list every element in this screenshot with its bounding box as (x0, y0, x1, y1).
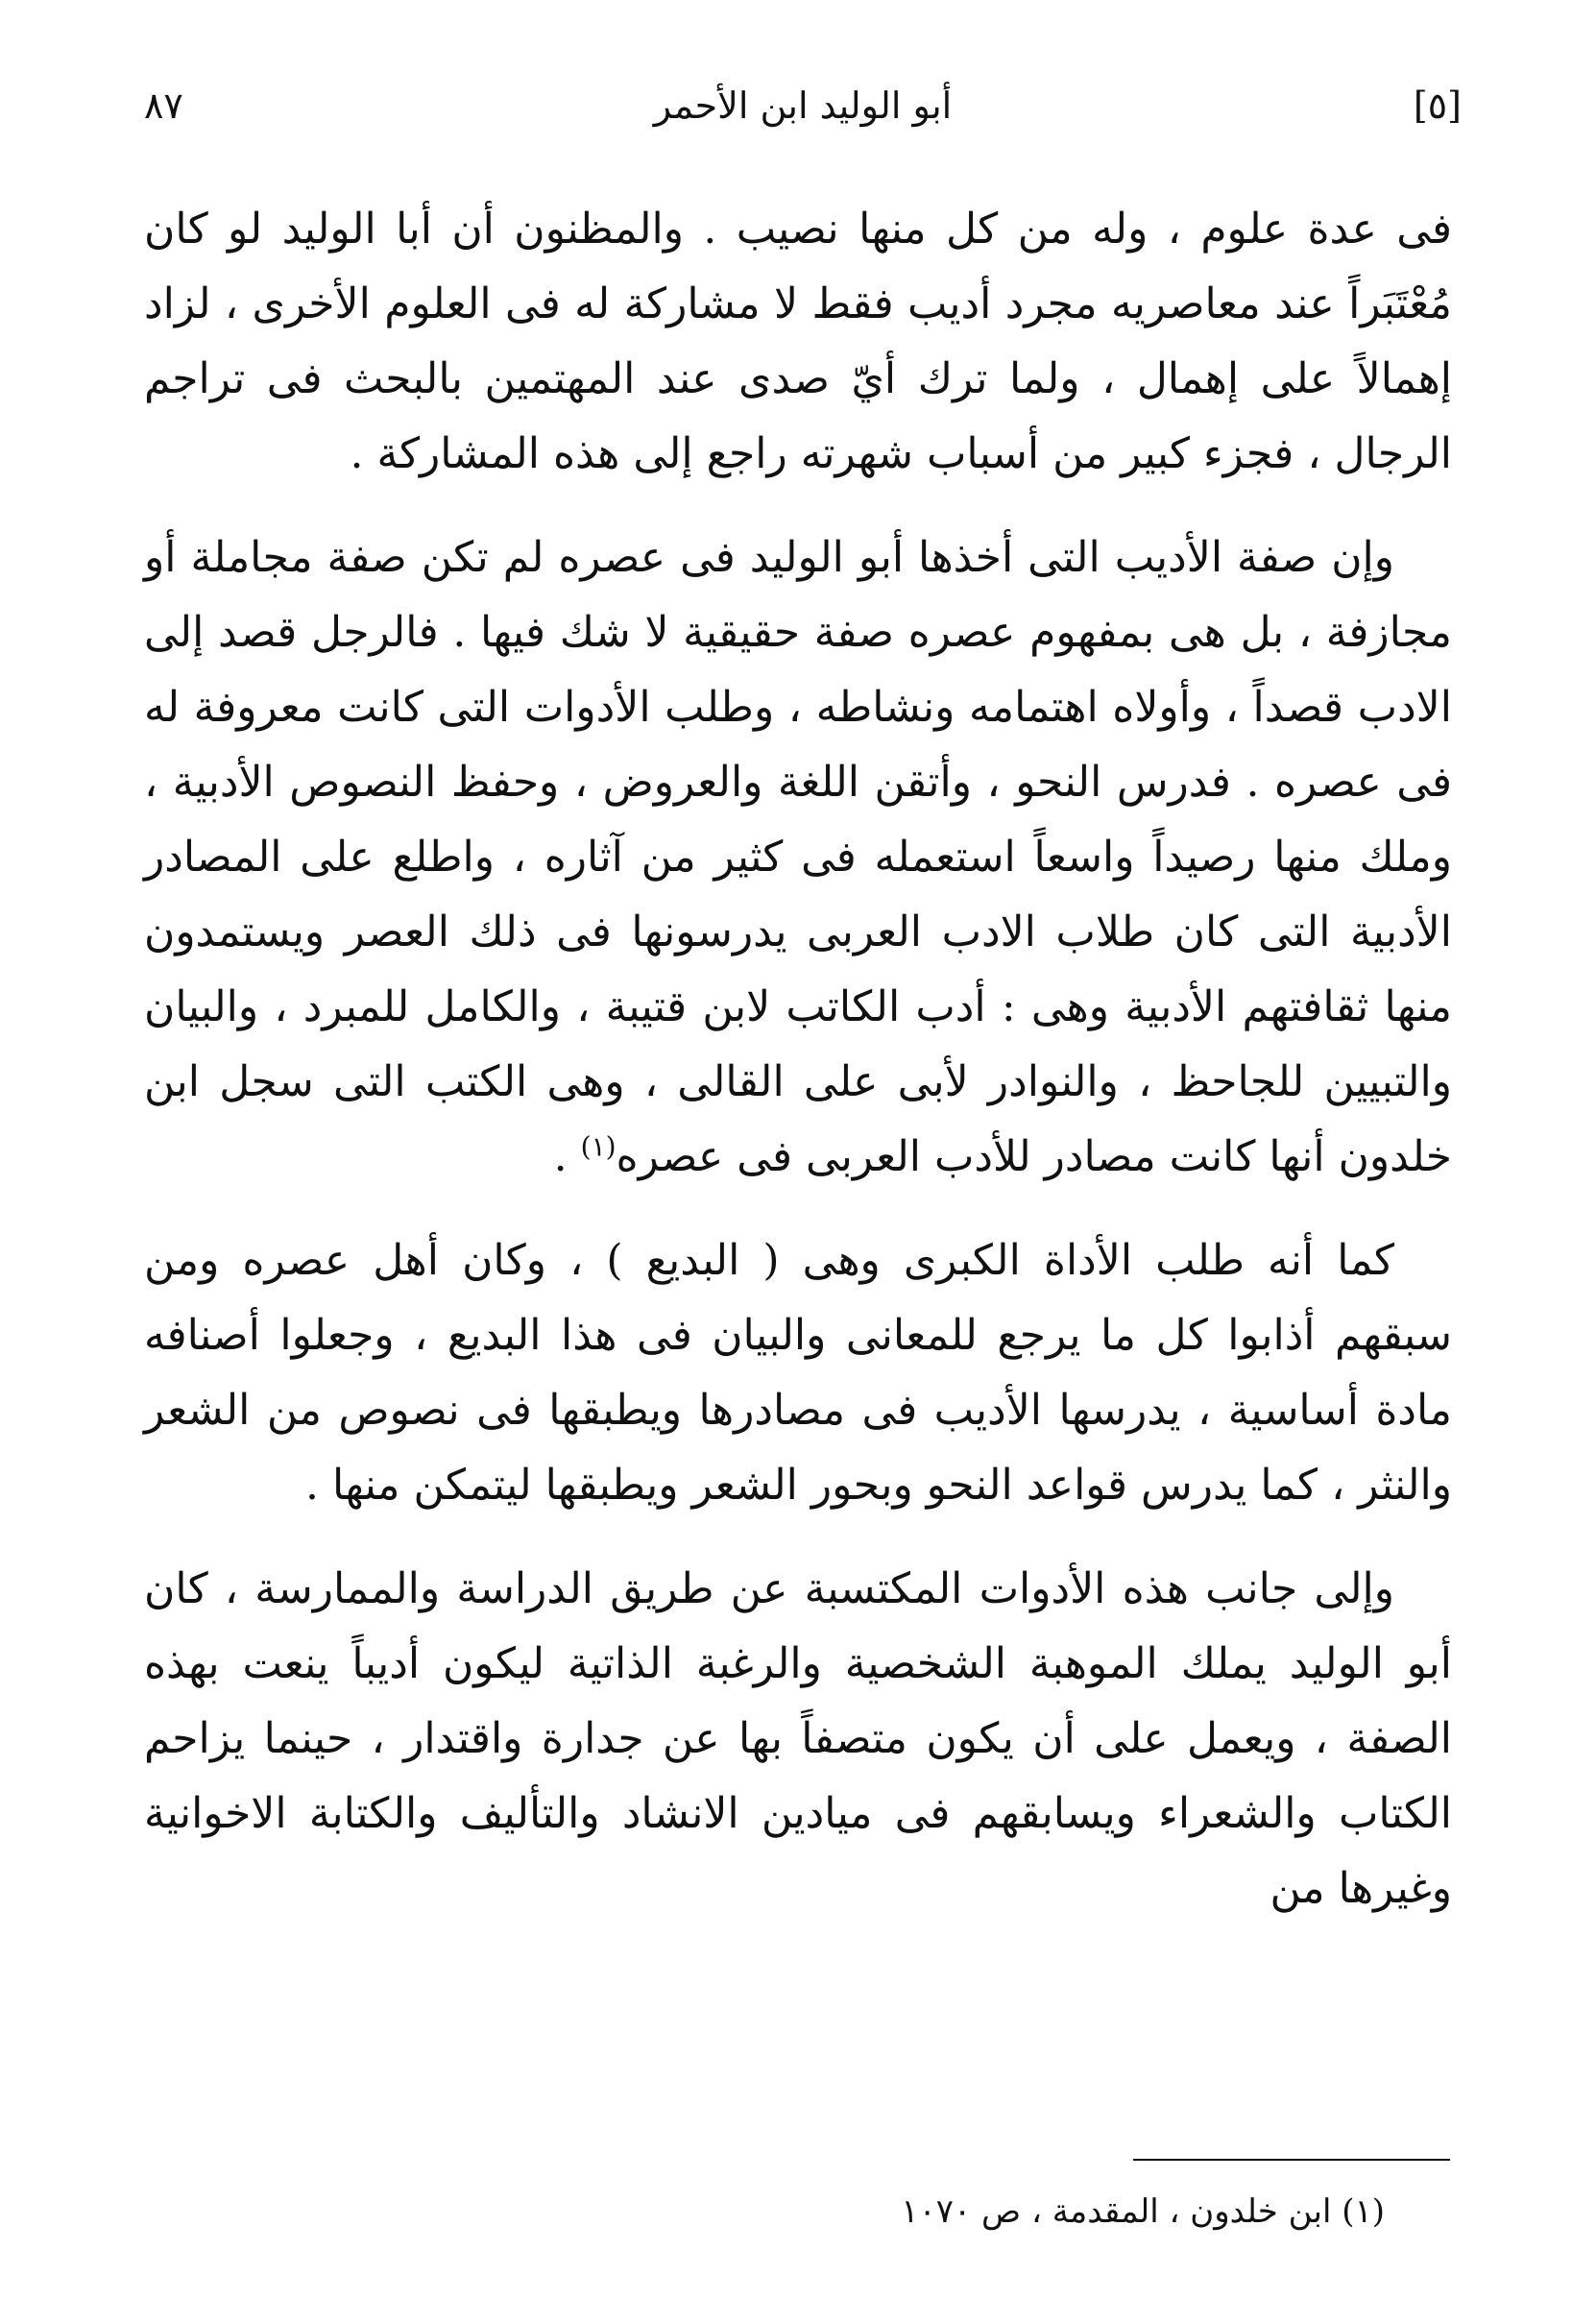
body-text (144, 192, 1452, 1955)
paragraph-2 (144, 520, 1452, 1195)
footnote-divider (1133, 2159, 1450, 2161)
footnote-reference: (١) (580, 1130, 617, 1163)
paragraph-4: وإلى جانب هذه الأدوات المكتسبة عن طريق الدراسة والممارسة ، كان أبو الوليد يملك الموهبة الشخصية والرغبة الذاتية ليكون أديباً ينعت بهذه الصفة ، ويعمل على أن يكون متصفاً بها عن جدارة واقتدار ، حينما يزاحم الكتاب والشعراء ويسابقهم فى ميادين الانشاد والتأليف والكتابة الاخوانية وغيرها من (144, 1564, 1452, 1913)
paragraph-1: فى عدة علوم ، وله من كل منها نصيب . والمظنون أن أبا الوليد لو كان مُعْتَبَراً عند معاصريه مجرد أديب فقط لا مشاركة له فى العلوم الأخرى ، لزاد إهمالاً على إهمال ، ولما ترك أيّ صدى عند المهتمين بالبحث فى تراجم الرجال ، فجزء كبير من أسباب شهرته راجع إلى هذه المشاركة . (144, 205, 1452, 478)
paragraph-2-text: وإن صفة الأديب التى أخذها أبو الوليد فى عصره لم تكن صفة مجاملة أو مجازفة ، بل هى بمفهوم عصره صفة حقيقية لا شك فيها . فالرجل قصد إلى الادب قصداً ، وأولاه اهتمامه ونشاطه ، وطلب الأدوات التى كانت معروفة له فى عصره . فدرس النحو ، وأتقن اللغة والعروض ، وحفظ النصوص الأدبية ، وملك منها رصيداً واسعاً استعمله فى كثير من آثاره ، واطلع على المصادر الأدبية التى كان طلاب الادب العربى يدرسونها فى ذلك العصر ويستمدون منها ثقافتهم الأدبية وهى : أدب الكاتب لابن قتيبة ، والكامل للمبرد ، والبيان والتبيين للجاحظ ، والنوادر لأبى على القالى ، وهى الكتب التى سجل ابن خلدون أنها كانت مصادر للأدب العربى فى عصره (144, 533, 1453, 1181)
running-title: أبو الوليد ابن الأحمر (653, 85, 953, 127)
page-number: ٨٧ (144, 85, 183, 127)
chapter-number: [٥] (1413, 85, 1462, 127)
footnote: (١) ابن خلدون ، المقدمة ، ص ١٠٧٠ (901, 2192, 1385, 2231)
paragraph-2-end: . (553, 1132, 581, 1181)
running-header (144, 85, 1462, 142)
paragraph-3: كما أنه طلب الأداة الكبرى وهى ( البديع ) ، وكان أهل عصره ومن سبقهم أذابوا كل ما يرجع للمعانى والبيان فى هذا البديع ، وجعلوا أصنافه مادة أساسية ، يدرسها الأديب فى مصادرها ويطبقها فى نصوص من الشعر والنثر ، كما يدرس قواعد النحو وبحور الشعر ويطبقها ليتمكن منها . (144, 1236, 1452, 1510)
